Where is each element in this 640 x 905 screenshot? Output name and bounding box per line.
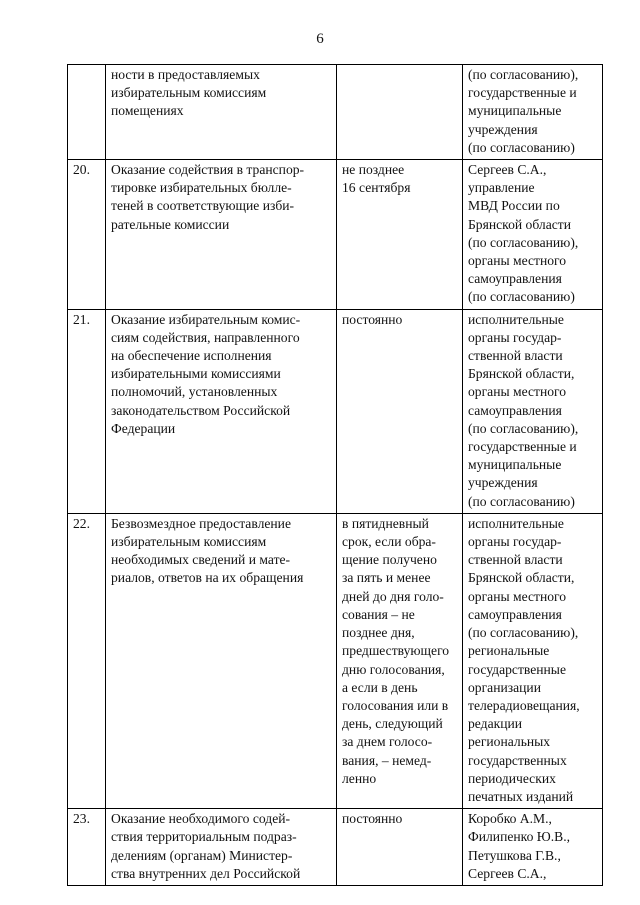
deadline-line: предшествующего xyxy=(342,643,450,659)
deadline-line: позднее дня, xyxy=(342,625,415,641)
responsible-party-line: Сергеев С.А., xyxy=(468,162,547,178)
responsible-party-line: исполнительные xyxy=(468,311,564,327)
responsible-party-line: печатных изданий xyxy=(468,788,574,804)
responsible-party-line: органы местного xyxy=(468,384,567,400)
responsible-party-line: Петушкова Г.В., xyxy=(468,847,561,863)
responsible-party-cell xyxy=(463,809,603,886)
measure-description-line: ности в предоставляемых xyxy=(111,67,260,82)
row-number-cell xyxy=(68,309,106,513)
deadline-line: за днем голосо- xyxy=(342,734,433,750)
responsible-party-line: Сергеев С.А., xyxy=(468,865,547,881)
measure-description-line: полномочий, установленных xyxy=(111,384,278,400)
table-row xyxy=(68,309,603,513)
responsible-party-line: ственной власти xyxy=(468,348,563,364)
measure-description-line: Безвозмездное предоставление xyxy=(111,515,291,531)
deadline-line: не позднее xyxy=(342,162,405,178)
deadline-line: сования – не xyxy=(342,606,415,622)
measure-description-cell xyxy=(106,309,337,513)
responsible-party-line: периодических xyxy=(468,770,556,786)
row-number: 21. xyxy=(73,311,90,327)
responsible-party-line: Брянской области xyxy=(468,216,571,232)
deadline-line: день, следующий xyxy=(342,716,443,732)
responsible-party-line: органы местного xyxy=(468,253,567,269)
deadline-cell xyxy=(337,309,463,513)
responsible-party-line: ственной власти xyxy=(468,552,563,568)
deadline-line: щение получено xyxy=(342,552,437,568)
measure-description-line: ства внутренних дел Российской xyxy=(111,865,301,881)
deadline-line: голосования или в xyxy=(342,697,449,713)
deadline-line: дней до дня голо- xyxy=(342,588,444,604)
responsible-party-cell xyxy=(463,513,603,808)
responsible-party-line: самоуправления xyxy=(468,606,562,622)
measure-description-line: избирательным комиссиям xyxy=(111,534,267,550)
measure-description-line: тировке избирательных бюлле- xyxy=(111,180,292,196)
deadline-line: срок, если обра- xyxy=(342,534,436,550)
responsible-party-line: самоуправления xyxy=(468,271,562,287)
responsible-party-line: региональных xyxy=(468,734,551,750)
measure-description-cell xyxy=(106,809,337,886)
measure-description-line: теней в соответствующие изби- xyxy=(111,198,295,214)
responsible-party-line: (по согласованию) xyxy=(468,493,575,509)
deadline-line: ленно xyxy=(342,770,377,786)
row-number: 20. xyxy=(73,162,90,178)
responsible-party-line: (по согласованию), xyxy=(468,67,579,82)
table-body xyxy=(68,65,603,886)
measures-table xyxy=(67,64,603,886)
measure-description-cell xyxy=(106,65,337,160)
row-number: 23. xyxy=(73,811,90,827)
responsible-party-line: (по согласованию), xyxy=(468,234,579,250)
deadline-cell xyxy=(337,65,463,160)
deadline-cell xyxy=(337,160,463,310)
measure-description-line: Федерации xyxy=(111,420,176,436)
measure-description-line: ствия территориальным подраз- xyxy=(111,829,297,845)
measure-description-cell xyxy=(106,513,337,808)
responsible-party-line: муниципальные xyxy=(468,103,562,119)
table-row xyxy=(68,160,603,310)
responsible-party-line: (по согласованию), xyxy=(468,625,579,641)
responsible-party-line: учреждения xyxy=(468,121,538,137)
table-row xyxy=(68,513,603,808)
responsible-party-line: государственные и xyxy=(468,439,577,455)
responsible-party-line: МВД России по xyxy=(468,198,560,214)
measure-description-line: рательные комиссии xyxy=(111,216,230,232)
row-number-cell xyxy=(68,513,106,808)
responsible-party-line: телерадиовещания, xyxy=(468,697,580,713)
deadline-line: постоянно xyxy=(342,311,403,327)
deadline-line: в пятидневный xyxy=(342,515,429,531)
responsible-party-line: Коробко А.М., xyxy=(468,811,552,827)
measure-description-line: Оказание необходимого содей- xyxy=(111,811,291,827)
row-number: 22. xyxy=(73,515,90,531)
measure-description-line: избирательным комиссиям xyxy=(111,85,267,101)
deadline-line: а если в день xyxy=(342,679,418,695)
measure-description-line: Оказание содействия в транспор- xyxy=(111,162,305,178)
responsible-party-line: самоуправления xyxy=(468,402,562,418)
responsible-party-cell xyxy=(463,160,603,310)
responsible-party-line: учреждения xyxy=(468,475,538,491)
responsible-party-line: исполнительные xyxy=(468,515,564,531)
responsible-party-line: редакции xyxy=(468,716,523,732)
measure-description-line: законодательством Российской xyxy=(111,402,291,418)
deadline-line: за пять и менее xyxy=(342,570,431,586)
deadline-cell xyxy=(337,809,463,886)
measure-description-line: на обеспечение исполнения xyxy=(111,348,272,364)
responsible-party-line: государственных xyxy=(468,752,567,768)
measure-description-line: сиям содействия, направленного xyxy=(111,329,300,345)
measure-description-line: избирательными комиссиями xyxy=(111,366,281,382)
table-row xyxy=(68,65,603,160)
responsible-party-line: (по согласованию) xyxy=(468,139,575,155)
responsible-party-line: органы местного xyxy=(468,588,567,604)
responsible-party-line: государственные и xyxy=(468,85,577,101)
table-row xyxy=(68,809,603,886)
row-number-cell xyxy=(68,809,106,886)
responsible-party-line: государственные xyxy=(468,661,566,677)
responsible-party-line: региональные xyxy=(468,643,550,659)
row-number-cell xyxy=(68,160,106,310)
deadline-line: постоянно xyxy=(342,811,403,827)
page-number: 6 xyxy=(316,31,324,47)
measure-description-line: Оказание избирательным комис- xyxy=(111,311,301,327)
responsible-party-line: органы государ- xyxy=(468,329,562,345)
responsible-party-line: (по согласованию), xyxy=(468,420,579,436)
responsible-party-line: организации xyxy=(468,679,541,695)
measure-description-line: помещениях xyxy=(111,103,184,119)
deadline-line: 16 сентября xyxy=(342,180,411,196)
measure-description-line: необходимых сведений и мате- xyxy=(111,552,291,568)
responsible-party-line: органы государ- xyxy=(468,534,562,550)
measure-description-cell xyxy=(106,160,337,310)
responsible-party-cell xyxy=(463,309,603,513)
responsible-party-line: Брянской области, xyxy=(468,366,575,382)
responsible-party-line: управление xyxy=(468,180,535,196)
deadline-line: дню голосования, xyxy=(342,661,445,677)
row-number-cell xyxy=(68,65,106,160)
deadline-cell xyxy=(337,513,463,808)
responsible-party-line: муниципальные xyxy=(468,457,562,473)
measure-description-line: риалов, ответов на их обращения xyxy=(111,570,304,586)
responsible-party-line: Брянской области, xyxy=(468,570,575,586)
responsible-party-cell xyxy=(463,65,603,160)
deadline-line: вания, – немед- xyxy=(342,752,432,768)
measure-description-line: делениям (органам) Министер- xyxy=(111,847,293,863)
responsible-party-line: (по согласованию) xyxy=(468,289,575,305)
responsible-party-line: Филипенко Ю.В., xyxy=(468,829,570,845)
